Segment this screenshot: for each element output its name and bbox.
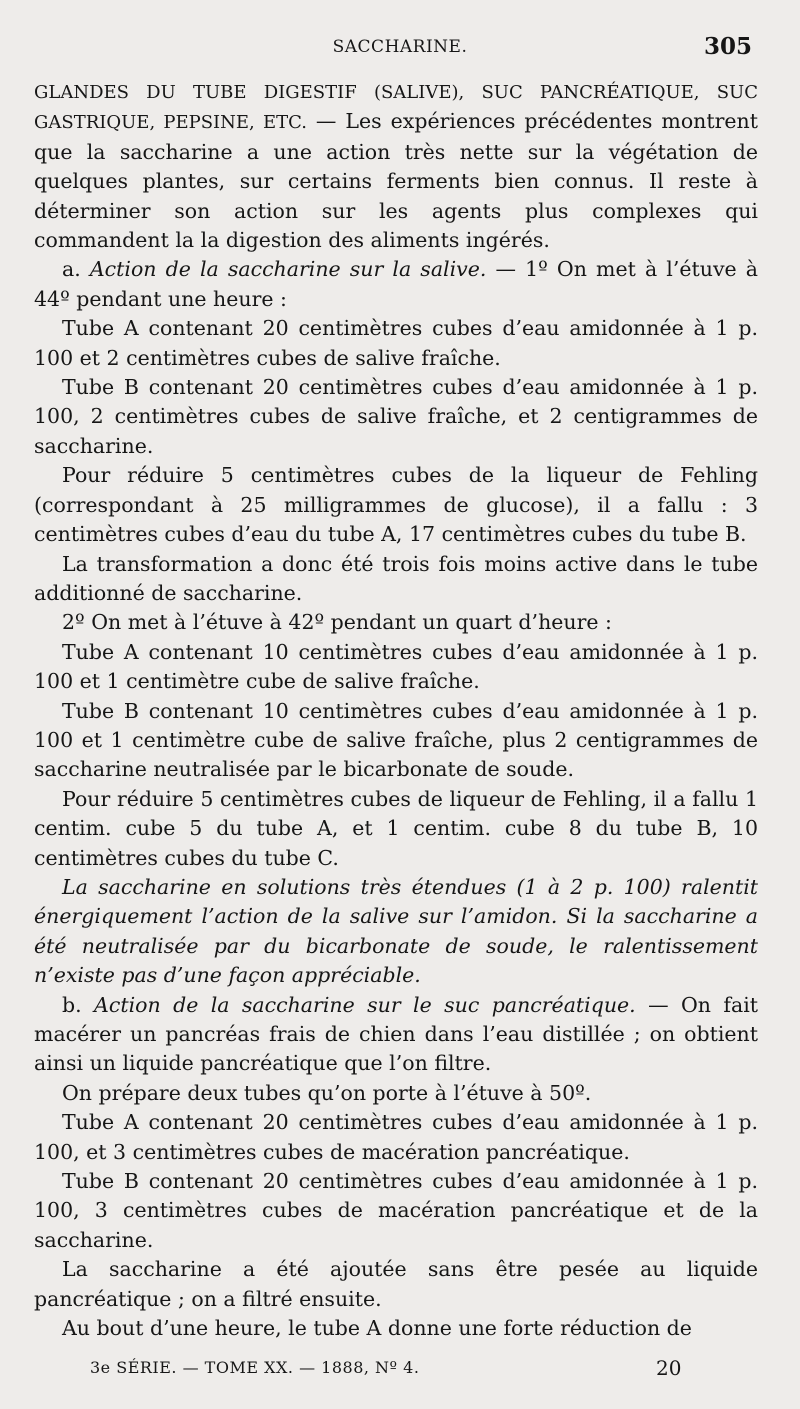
running-head [0,33,800,61]
paragraph [34,991,758,1079]
paragraph [34,77,758,255]
body-text [34,77,758,1343]
subsection-title: Action de la saccharine sur la salive. [89,257,487,282]
section-heading: GLANDES DU TUBE DIGESTIF (SALIVE), SUC PANCRÉATIQUE, SUC GASTRIQUE, PEPSINE, ETC. [34,82,758,134]
printer-signature: 3e SÉRIE. — TOME XX. — 1888, Nº 4. [90,1358,420,1377]
paragraph [34,255,758,314]
paragraph-text: — 1º On met à l’étuve à 44º pendant une heure : [34,257,758,311]
paragraph-text: — Les expériences précédentes montrent que la saccharine a une action très nette sur la végétation de quelques plantes, sur certains ferments bien connus. Il reste à déterminer son action sur les agents plus complexes qui commandent la la digestion des aliments ingérés. [34,109,758,253]
paragraph: Tube A contenant 20 centimètres cubes d’eau amidonnée à 1 p. 100, et 3 centimètres cubes de macération pancréatique. [34,1110,758,1164]
paragraph: Pour réduire 5 centimètres cubes de la liqueur de Fehling (correspondant à 25 milligrammes de glucose), il a fallu : 3 centimètres cubes d’eau du tube A, 17 centimètres cubes du tube B. [34,463,758,547]
subsection-label: b. [62,992,95,1017]
running-title: SACCHARINE. [332,37,468,57]
paragraph: La saccharine a été ajoutée sans être pesée au liquide pancréatique ; on a filtré ensuite. [34,1257,758,1311]
paragraph: Pour réduire 5 centimètres cubes de liqueur de Fehling, il a fallu 1 centim. cube 5 du tube A, et 1 centim. cube 8 du tube B, 10 centimètres cubes du tube C. [34,786,758,870]
page-number: 305 [703,33,752,60]
sheet-number: 20 [656,1356,682,1380]
paragraph: La transformation a donc été trois fois moins active dans le tube additionné de saccharine. [34,551,758,605]
conclusion-paragraph: La saccharine en solutions très étendues (1 à 2 p. 100) ralentit énergiquement l’action de la salive sur l’amidon. Si la saccharine a été neutralisée par du bicarbonate de soude, le ralentissement n’existe pas d’une façon appréciable. [34,874,758,988]
paragraph: Tube B contenant 20 centimètres cubes d’eau amidonnée à 1 p. 100, 2 centimètres cubes de salive fraîche, et 2 centigrammes de saccharine. [34,375,758,458]
paragraph: On prépare deux tubes qu’on porte à l’étuve à 50º. [62,1080,592,1105]
paragraph: Tube B contenant 20 centimètres cubes d’eau amidonnée à 1 p. 100, 3 centimètres cubes de macération pancréatique et de la saccharine. [34,1169,758,1252]
page-footer [0,1356,800,1386]
paragraph-text: — On fait macérer un pancréas frais de chien dans l’eau distillée ; on obtient ainsi un liquide pancréatique que l’on filtre. [34,992,758,1076]
paragraph: 2º On met à l’étuve à 42º pendant un quart d’heure : [62,610,612,635]
paragraph: Au bout d’une heure, le tube A donne une forte réduction de [62,1316,692,1341]
subsection-title: Action de la saccharine sur le suc pancréatique. [94,992,636,1017]
paragraph: Tube A contenant 10 centimètres cubes d’eau amidonnée à 1 p. 100 et 1 centimètre cube de salive fraîche. [34,639,758,694]
paragraph: Tube A contenant 20 centimètres cubes d’eau amidonnée à 1 p. 100 et 2 centimètres cubes de salive fraîche. [34,316,758,370]
subsection-label: a. [62,257,90,282]
paragraph: Tube B contenant 10 centimètres cubes d’eau amidonnée à 1 p. 100 et 1 centimètre cube de salive fraîche, plus 2 centigrammes de saccharine neutralisée par le bicarbonate de soude. [34,698,758,782]
